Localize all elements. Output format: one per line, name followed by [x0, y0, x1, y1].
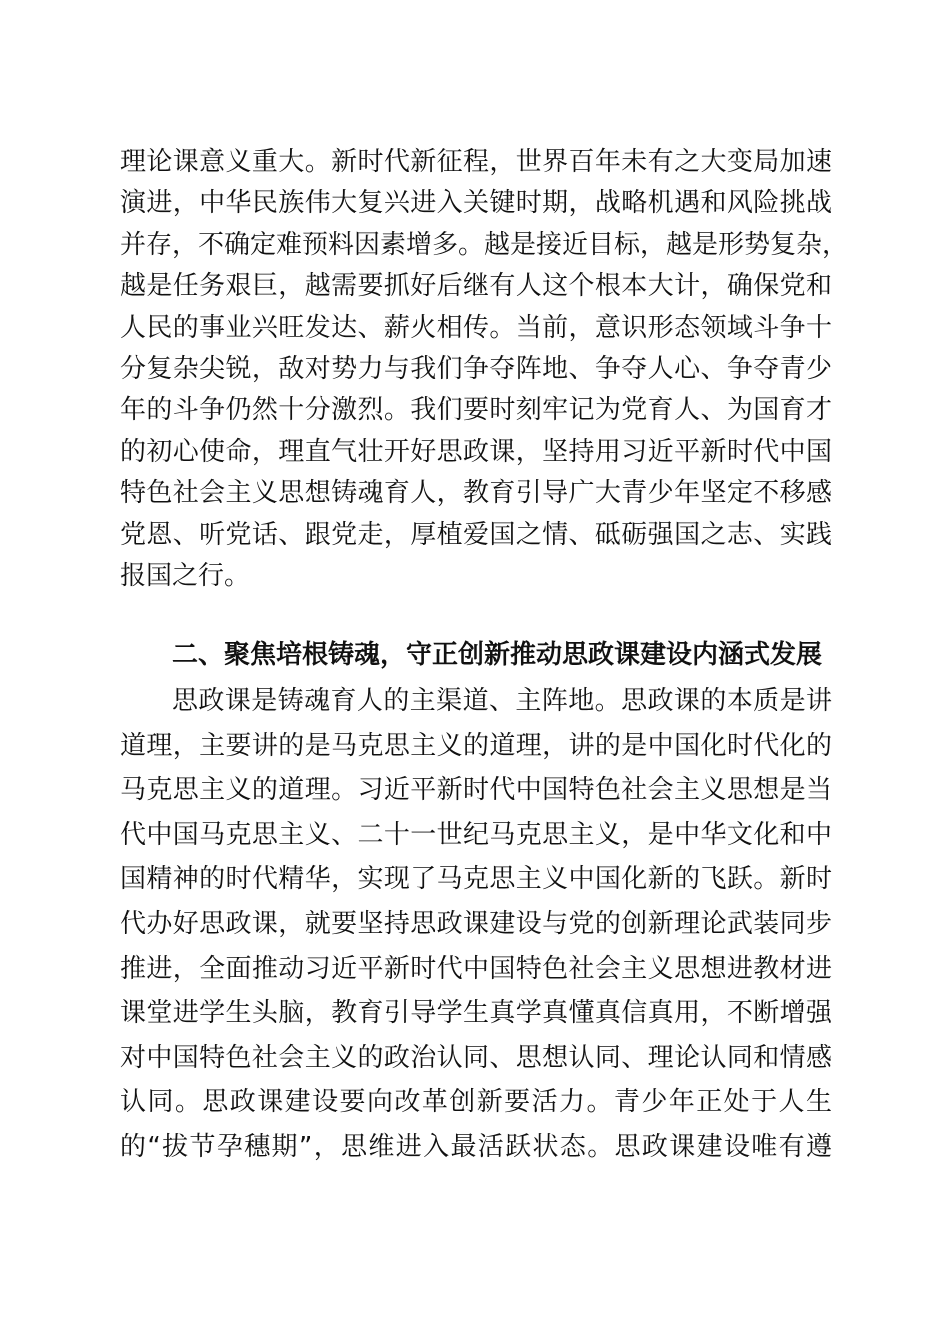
paragraph-line: 思政课是铸魂育人的主渠道、主阵地。思政课的本质是讲 — [172, 686, 832, 716]
paragraph-line: 分复杂尖锐，敌对势力与我们争夺阵地、争夺人心、争夺青少 — [120, 354, 832, 384]
paragraph-line: 的“拔节孕穗期”，思维进入最活跃状态。思政课建设唯有遵 — [120, 1132, 832, 1162]
paragraph-line: 报国之行。 — [120, 561, 251, 591]
paragraph-line: 代办好思政课，就要坚持思政课建设与党的创新理论武装同步 — [120, 909, 832, 939]
paragraph-line: 对中国特色社会主义的政治认同、思想认同、理论认同和情感 — [120, 1042, 832, 1073]
paragraph-line: 党恩、听党话、跟党走，厚植爱国之情、砥砺强国之志、实践 — [120, 519, 832, 550]
paragraph-line: 的初心使命，理直气壮开好思政课，坚持用习近平新时代中国 — [120, 436, 832, 467]
paragraph-line: 认同。思政课建设要向改革创新要活力。青少年正处于人生 — [120, 1087, 832, 1118]
paragraph-line: 并存，不确定难预料因素增多。越是接近目标，越是形势复杂， — [120, 229, 849, 260]
paragraph-line: 课堂进学生头脑，教育引导学生真学真懂真信真用，不断增强 — [120, 998, 832, 1029]
paragraph-line: 代中国马克思主义、二十一世纪马克思主义，是中华文化和中 — [120, 819, 832, 850]
paragraph-line: 演进，中华民族伟大复兴进入关键时期，战略机遇和风险挑战 — [120, 188, 832, 219]
section-heading: 二、聚焦培根铸魂，守正创新推动思政课建设内涵式发展 — [172, 640, 823, 670]
paragraph-line: 年的斗争仍然十分激烈。我们要时刻牢记为党育人、为国育才 — [120, 395, 832, 426]
paragraph-line: 特色社会主义思想铸魂育人，教育引导广大青少年坚定不移感 — [120, 478, 832, 509]
paragraph-line: 道理，主要讲的是马克思主义的道理，讲的是中国化时代化的 — [120, 730, 832, 761]
paragraph-line: 推进，全面推动习近平新时代中国特色社会主义思想进教材进 — [120, 953, 832, 984]
paragraph-line: 人民的事业兴旺发达、薪火相传。当前，意识形态领域斗争十 — [120, 312, 832, 343]
paragraph-line: 马克思主义的道理。习近平新时代中国特色社会主义思想是当 — [120, 775, 832, 806]
paragraph-line: 国精神的时代精华，实现了马克思主义中国化新的飞跃。新时 — [120, 864, 832, 895]
paragraph-line: 越是任务艰巨，越需要抓好后继有人这个根本大计，确保党和 — [120, 271, 832, 302]
paragraph-line: 理论课意义重大。新时代新征程，世界百年未有之大变局加速 — [120, 147, 832, 177]
